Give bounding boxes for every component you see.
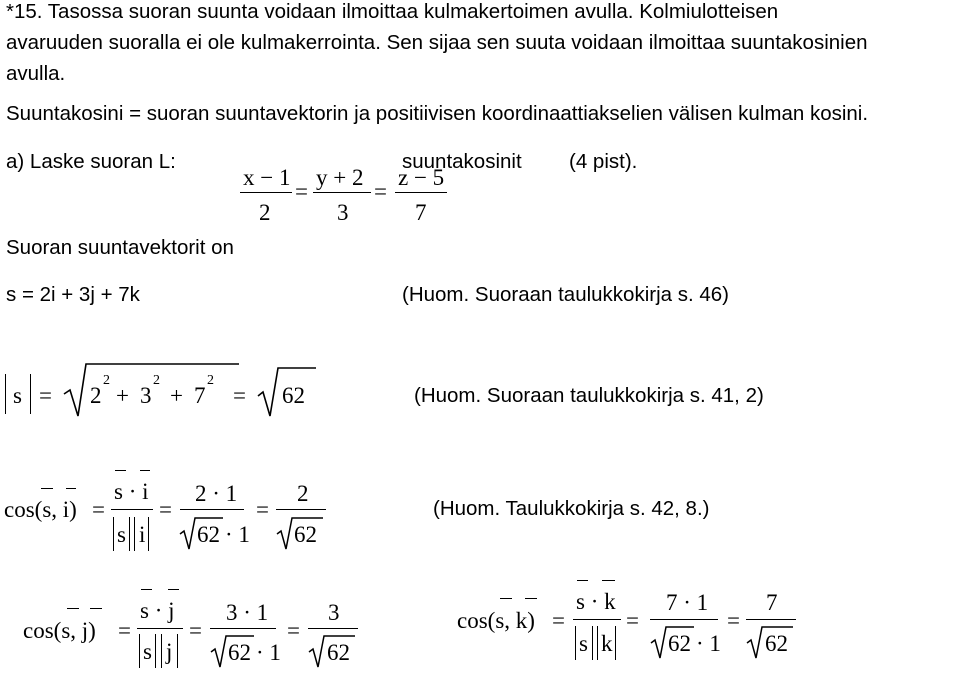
abs-bar (134, 517, 135, 551)
vector-overbar (66, 488, 76, 489)
abs-bar (615, 626, 616, 660)
intro-line-2: avaruuden suoralla ei ole kulmakerrointa. Sen sijaa sen suuta voidaan ilmoittaa suuntakosinien (6, 31, 868, 54)
eq-num-y: y + 2 (316, 165, 364, 190)
fraction-bar (308, 628, 358, 629)
cos-k-num: s · k (576, 589, 616, 614)
eq-equals-2: = (374, 179, 387, 204)
mag-equals-2: = (233, 383, 246, 408)
abs-bar (30, 374, 31, 414)
abs-bar (5, 374, 6, 414)
direction-label: Suoran suuntavektorit on (6, 236, 234, 259)
mag-term-3: 7 (194, 383, 206, 408)
cos-i-num: s · i (114, 479, 149, 504)
intro-line-3: avulla. (6, 62, 66, 85)
cos-k-num2: 7 · 1 (666, 590, 709, 615)
cos-i-den2-root: 62 (197, 522, 220, 547)
intro-line-1: *15. Tasossa suoran suunta voidaan ilmoittaa kulmakertoimen avulla. Kolmiulotteisen (6, 0, 779, 23)
cos-k-equals-1: = (552, 608, 565, 633)
fraction-bar (276, 509, 326, 510)
abs-bar (129, 517, 130, 551)
abs-bar (592, 626, 593, 660)
cos-k-equals-3: = (727, 608, 740, 633)
cos-j-den3-root: 62 (327, 640, 350, 665)
eq-den-3: 7 (415, 200, 427, 225)
fraction-bar (746, 619, 796, 620)
cos-i-den2-times: · 1 (225, 522, 250, 547)
abs-bar (148, 517, 149, 551)
cos-i-note: (Huom. Taulukkokirja s. 42, 8.) (433, 497, 710, 520)
vector-overbar (500, 598, 512, 599)
fraction-bar (180, 509, 244, 510)
vector-overbar (141, 589, 152, 590)
cos-k-den3-root: 62 (765, 631, 788, 656)
cos-j-equals-1: = (118, 618, 131, 643)
cos-k-den2-root: 62 (668, 631, 691, 656)
cos-k-num3: 7 (766, 590, 778, 615)
fraction-bar (137, 628, 183, 629)
cos-i-num3: 2 (297, 481, 309, 506)
task-points: (4 pist). (569, 150, 638, 173)
mag-result: 62 (282, 383, 305, 408)
cos-i-lhs: cos(s, i) (4, 497, 77, 522)
cos-i-equals-2: = (159, 497, 172, 522)
abs-bar (139, 634, 140, 668)
cos-i-equals-3: = (256, 497, 269, 522)
abs-bar (113, 517, 114, 551)
vector-overbar (602, 580, 615, 581)
mag-term-2: 3 (140, 383, 152, 408)
mag-term-1: 2 (90, 383, 102, 408)
cos-j-num3: 3 (328, 600, 340, 625)
vector-overbar (168, 589, 179, 590)
fraction-bar (650, 619, 718, 620)
cos-k-den-s: s (579, 631, 588, 656)
mag-exp-2: 2 (153, 373, 160, 388)
abs-bar (155, 634, 156, 668)
cos-j-den2-times: · 1 (256, 640, 281, 665)
cos-j-den-j: j (166, 639, 173, 664)
definition-text: Suuntakosini = suoran suuntavektorin ja positiivisen koordinaattiakselien välisen kulman kosini. (6, 102, 869, 125)
mag-plus-1: + (116, 383, 129, 408)
cos-i-equals-1: = (92, 497, 105, 522)
direction-vector: s = 2i + 3j + 7k (6, 283, 140, 306)
mag-exp-3: 2 (207, 373, 214, 388)
cos-k-equals-2: = (626, 608, 639, 633)
mag-exp-1: 2 (103, 373, 110, 388)
vector-overbar (577, 580, 588, 581)
eq-den-1: 2 (259, 200, 271, 225)
mag-equals: = (39, 383, 52, 408)
fraction-bar (395, 192, 447, 193)
cos-i-num2: 2 · 1 (195, 481, 238, 506)
abs-bar (161, 634, 162, 668)
fraction-bar (240, 192, 292, 193)
cos-j-num: s · j (140, 598, 175, 623)
task-suffix: suuntakosinit (402, 150, 522, 173)
fraction-bar (210, 628, 276, 629)
vector-overbar (525, 598, 537, 599)
vector-overbar (90, 608, 102, 609)
eq-num-x: x − 1 (243, 165, 291, 190)
task-label: a) Laske suoran L: (6, 150, 176, 173)
vector-overbar (140, 470, 150, 471)
mag-s: s (13, 383, 22, 408)
cos-j-equals-2: = (189, 618, 202, 643)
abs-bar (597, 626, 598, 660)
cos-j-equals-3: = (287, 618, 300, 643)
eq-num-z: z − 5 (398, 165, 445, 190)
cos-k-den-k: k (601, 631, 613, 656)
direction-note: (Huom. Suoraan taulukkokirja s. 46) (402, 283, 730, 306)
abs-bar (177, 634, 178, 668)
eq-den-2: 3 (337, 200, 349, 225)
cos-i-den-i: i (139, 522, 146, 547)
cos-j-num2: 3 · 1 (226, 600, 269, 625)
mag-plus-2: + (170, 383, 183, 408)
magnitude-note: (Huom. Suoraan taulukkokirja s. 41, 2) (414, 384, 764, 407)
vector-overbar (67, 608, 79, 609)
cos-j-den2-root: 62 (228, 640, 251, 665)
vector-overbar (41, 488, 53, 489)
fraction-bar (573, 619, 621, 620)
fraction-bar (313, 192, 371, 193)
fraction-bar (111, 509, 153, 510)
cos-i-den3-root: 62 (294, 522, 317, 547)
abs-bar (575, 626, 576, 660)
cos-j-den-s: s (143, 639, 152, 664)
cos-i-den-s: s (117, 522, 126, 547)
cos-j-lhs: cos(s, j) (23, 618, 96, 643)
cos-k-den2-times: · 1 (696, 631, 721, 656)
cos-k-lhs: cos(s, k) (457, 608, 535, 633)
vector-overbar (115, 470, 126, 471)
eq-equals-1: = (295, 179, 308, 204)
